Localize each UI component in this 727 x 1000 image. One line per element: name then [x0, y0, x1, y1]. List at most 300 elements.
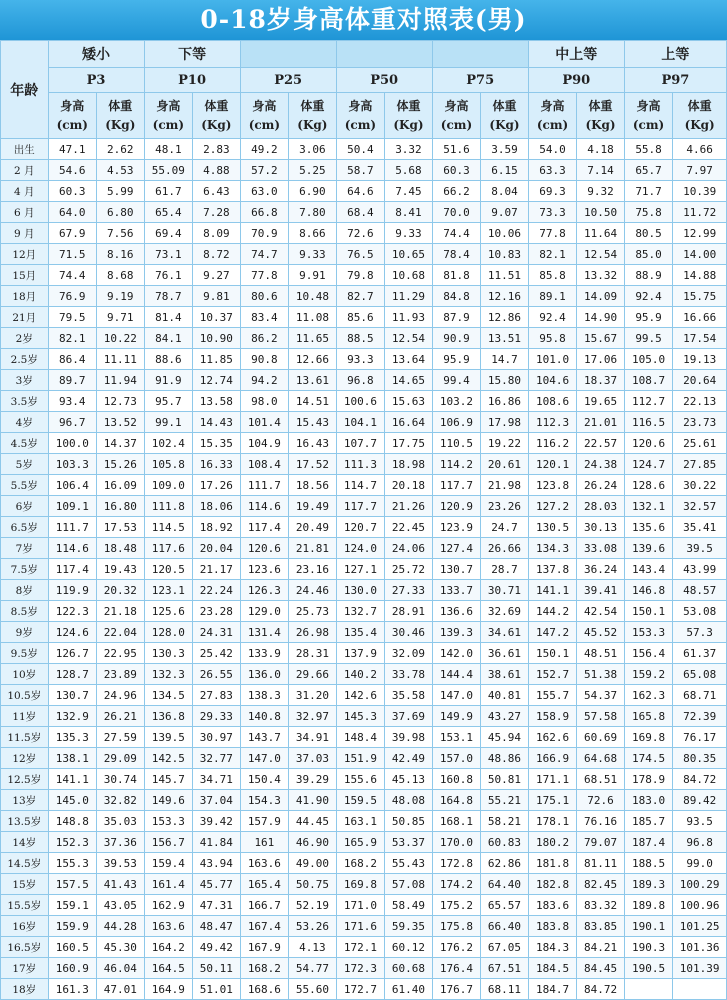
age-cell: 2.5岁 [1, 349, 49, 370]
height-cell: 111.8 [144, 496, 193, 517]
height-cell: 141.1 [48, 769, 97, 790]
weight-cell: 10.37 [193, 307, 241, 328]
weight-cell: 18.92 [193, 517, 241, 538]
weight-unit: (Kg) [201, 117, 232, 132]
height-cell: 176.4 [432, 958, 481, 979]
age-cell: 15月 [1, 265, 49, 286]
weight-cell: 26.66 [481, 538, 529, 559]
table-header [1, 41, 727, 139]
weight-cell: 49.42 [193, 937, 241, 958]
weight-cell: 9.33 [385, 223, 433, 244]
weight-cell: 50.85 [385, 811, 433, 832]
weight-cell: 14.88 [673, 265, 727, 286]
weight-cell: 32.97 [289, 706, 337, 727]
height-cell: 150.1 [624, 601, 673, 622]
height-cell: 124.6 [48, 622, 97, 643]
weight-cell: 25.61 [673, 433, 727, 454]
weight-cell: 4.18 [577, 139, 625, 160]
weight-cell: 84.21 [577, 937, 625, 958]
weight-cell: 7.14 [577, 160, 625, 181]
weight-cell: 57.58 [577, 706, 625, 727]
weight-cell: 15.75 [673, 286, 727, 307]
weight-cell: 35.03 [97, 811, 145, 832]
weight-cell: 33.78 [385, 664, 433, 685]
height-cell: 116.5 [624, 412, 673, 433]
weight-cell: 11.64 [577, 223, 625, 244]
height-cell: 96.7 [48, 412, 97, 433]
weight-cell: 4.13 [289, 937, 337, 958]
weight-cell: 6.43 [193, 181, 241, 202]
weight-cell: 58.21 [481, 811, 529, 832]
weight-unit: (Kg) [105, 117, 136, 132]
height-unit: (cm) [536, 117, 569, 132]
weight-cell: 34.61 [481, 622, 529, 643]
height-cell: 161 [240, 832, 289, 853]
height-cell: 50.4 [336, 139, 385, 160]
height-cell: 147.2 [528, 622, 577, 643]
weight-cell: 17.54 [673, 328, 727, 349]
table-row [1, 454, 727, 475]
weight-cell: 20.49 [289, 517, 337, 538]
weight-cell: 7.56 [97, 223, 145, 244]
weight-cell: 30.97 [193, 727, 241, 748]
weight-cell: 26.98 [289, 622, 337, 643]
weight-cell: 25.73 [289, 601, 337, 622]
table-row [1, 412, 727, 433]
weight-cell: 17.52 [289, 454, 337, 475]
height-cell: 92.4 [624, 286, 673, 307]
weight-cell: 16.43 [289, 433, 337, 454]
table-row [1, 307, 727, 328]
weight-cell: 14.90 [577, 307, 625, 328]
height-cell: 126.3 [240, 580, 289, 601]
height-cell: 95.9 [432, 349, 481, 370]
weight-cell: 10.68 [385, 265, 433, 286]
weight-cell: 61.37 [673, 643, 727, 664]
weight-cell: 21.81 [289, 538, 337, 559]
weight-cell: 15.80 [481, 370, 529, 391]
height-cell: 95.8 [528, 328, 577, 349]
age-cell: 9 月 [1, 223, 49, 244]
height-cell: 130.5 [528, 517, 577, 538]
age-cell: 5.5岁 [1, 475, 49, 496]
height-cell: 111.7 [48, 517, 97, 538]
height-cell: 104.6 [528, 370, 577, 391]
weight-cell: 16.66 [673, 307, 727, 328]
weight-cell: 18.48 [97, 538, 145, 559]
table-row [1, 685, 727, 706]
weight-cell: 96.8 [673, 832, 727, 853]
height-cell: 160.8 [432, 769, 481, 790]
height-cell: 148.4 [336, 727, 385, 748]
weight-cell: 9.32 [577, 181, 625, 202]
height-cell: 172.7 [336, 979, 385, 1000]
weight-cell: 7.28 [193, 202, 241, 223]
weight-cell: 19.49 [289, 496, 337, 517]
height-cell: 107.7 [336, 433, 385, 454]
height-cell: 103.3 [48, 454, 97, 475]
height-cell: 117.7 [336, 496, 385, 517]
weight-cell: 5.25 [289, 160, 337, 181]
weight-cell: 13.64 [385, 349, 433, 370]
age-cell: 15岁 [1, 874, 49, 895]
height-cell: 69.4 [144, 223, 193, 244]
weight-cell: 15.67 [577, 328, 625, 349]
age-cell: 13岁 [1, 790, 49, 811]
weight-cell: 36.24 [577, 559, 625, 580]
height-cell: 155.3 [48, 853, 97, 874]
weight-label: 体重 [204, 98, 229, 113]
height-cell: 94.2 [240, 370, 289, 391]
weight-cell: 81.11 [577, 853, 625, 874]
height-cell: 90.9 [432, 328, 481, 349]
weight-cell: 16.86 [481, 391, 529, 412]
height-cell: 168.6 [240, 979, 289, 1000]
weight-column-header [673, 93, 727, 139]
height-cell: 55.8 [624, 139, 673, 160]
weight-cell: 43.99 [673, 559, 727, 580]
weight-cell: 8.72 [193, 244, 241, 265]
weight-cell: 18.37 [577, 370, 625, 391]
age-cell: 7岁 [1, 538, 49, 559]
age-cell: 6.5岁 [1, 517, 49, 538]
weight-cell: 46.90 [289, 832, 337, 853]
table-row [1, 349, 727, 370]
weight-cell: 14.7 [481, 349, 529, 370]
weight-label: 体重 [687, 98, 712, 113]
weight-cell: 22.24 [193, 580, 241, 601]
height-cell: 71.5 [48, 244, 97, 265]
height-cell: 124.7 [624, 454, 673, 475]
weight-cell: 57.3 [673, 622, 727, 643]
height-cell: 187.4 [624, 832, 673, 853]
height-cell: 159.2 [624, 664, 673, 685]
height-cell: 74.7 [240, 244, 289, 265]
height-cell: 164.9 [144, 979, 193, 1000]
height-cell: 55.09 [144, 160, 193, 181]
height-cell: 143.4 [624, 559, 673, 580]
weight-cell: 23.26 [481, 496, 529, 517]
height-cell: 139.6 [624, 538, 673, 559]
height-cell: 167.4 [240, 916, 289, 937]
height-cell: 120.7 [336, 517, 385, 538]
height-cell: 93.4 [48, 391, 97, 412]
weight-cell: 48.08 [385, 790, 433, 811]
height-cell: 128.7 [48, 664, 97, 685]
height-cell: 147.0 [240, 748, 289, 769]
height-cell: 106.9 [432, 412, 481, 433]
table-row [1, 328, 727, 349]
weight-cell: 27.83 [193, 685, 241, 706]
height-cell: 154.3 [240, 790, 289, 811]
height-cell: 77.8 [528, 223, 577, 244]
height-cell: 99.1 [144, 412, 193, 433]
height-cell: 78.7 [144, 286, 193, 307]
table-row [1, 643, 727, 664]
height-cell: 170.0 [432, 832, 481, 853]
height-cell: 172.3 [336, 958, 385, 979]
height-cell: 73.3 [528, 202, 577, 223]
age-cell: 12岁 [1, 748, 49, 769]
height-cell: 100.6 [336, 391, 385, 412]
height-cell: 105.0 [624, 349, 673, 370]
weight-cell: 32.69 [481, 601, 529, 622]
weight-cell: 42.49 [385, 748, 433, 769]
height-cell: 80.5 [624, 223, 673, 244]
height-cell: 83.4 [240, 307, 289, 328]
height-cell: 76.5 [336, 244, 385, 265]
weight-cell: 39.29 [289, 769, 337, 790]
weight-cell: 30.74 [97, 769, 145, 790]
height-cell: 128.0 [144, 622, 193, 643]
age-cell: 17岁 [1, 958, 49, 979]
height-cell: 166.7 [240, 895, 289, 916]
weight-cell: 52.19 [289, 895, 337, 916]
weight-cell: 8.66 [289, 223, 337, 244]
weight-cell: 13.52 [97, 412, 145, 433]
weight-cell: 8.09 [193, 223, 241, 244]
height-unit: (cm) [56, 117, 88, 132]
height-column-header [48, 93, 97, 139]
height-cell: 157.5 [48, 874, 97, 895]
height-cell: 112.3 [528, 412, 577, 433]
height-label: 身高 [60, 98, 85, 113]
weight-column-header [385, 93, 433, 139]
page-title: 0-18岁身高体重对照表(男) [0, 0, 727, 40]
height-cell: 165.9 [336, 832, 385, 853]
height-cell: 159.1 [48, 895, 97, 916]
height-cell: 168.2 [240, 958, 289, 979]
weight-cell: 22.04 [97, 622, 145, 643]
weight-cell: 3.59 [481, 139, 529, 160]
height-cell: 117.7 [432, 475, 481, 496]
weight-cell: 8.04 [481, 181, 529, 202]
age-cell: 18月 [1, 286, 49, 307]
weight-cell: 45.13 [385, 769, 433, 790]
height-cell: 145.0 [48, 790, 97, 811]
table-row [1, 832, 727, 853]
height-cell: 90.8 [240, 349, 289, 370]
weight-cell: 37.04 [193, 790, 241, 811]
height-cell: 132.7 [336, 601, 385, 622]
weight-cell: 32.57 [673, 496, 727, 517]
weight-cell: 4.66 [673, 139, 727, 160]
weight-label: 体重 [108, 98, 133, 113]
height-cell: 148.8 [48, 811, 97, 832]
weight-cell: 12.54 [577, 244, 625, 265]
table-row [1, 475, 727, 496]
weight-cell: 21.01 [577, 412, 625, 433]
weight-cell: 41.84 [193, 832, 241, 853]
height-cell: 123.8 [528, 475, 577, 496]
weight-cell: 45.52 [577, 622, 625, 643]
weight-cell: 39.98 [385, 727, 433, 748]
weight-cell: 33.08 [577, 538, 625, 559]
weight-cell: 16.09 [97, 475, 145, 496]
height-cell: 120.9 [432, 496, 481, 517]
age-cell: 10岁 [1, 664, 49, 685]
weight-cell: 28.91 [385, 601, 433, 622]
weight-cell: 12.66 [289, 349, 337, 370]
weight-cell: 37.69 [385, 706, 433, 727]
height-cell: 133.9 [240, 643, 289, 664]
weight-cell: 53.08 [673, 601, 727, 622]
table-row [1, 874, 727, 895]
weight-cell: 42.54 [577, 601, 625, 622]
table-row [1, 181, 727, 202]
height-cell: 159.9 [48, 916, 97, 937]
height-cell: 49.2 [240, 139, 289, 160]
weight-cell: 51.38 [577, 664, 625, 685]
percentile-header: P97 [624, 68, 726, 93]
weight-cell: 93.5 [673, 811, 727, 832]
height-cell: 77.8 [240, 265, 289, 286]
age-cell: 8.5岁 [1, 601, 49, 622]
height-cell: 172.1 [336, 937, 385, 958]
height-cell: 142.6 [336, 685, 385, 706]
weight-cell: 32.77 [193, 748, 241, 769]
weight-cell: 21.18 [97, 601, 145, 622]
height-cell: 161.3 [48, 979, 97, 1000]
weight-cell: 21.98 [481, 475, 529, 496]
height-cell: 112.7 [624, 391, 673, 412]
age-cell: 出生 [1, 139, 49, 160]
group-header: 中上等 [528, 41, 624, 68]
weight-cell: 17.98 [481, 412, 529, 433]
weight-cell: 37.36 [97, 832, 145, 853]
height-cell: 160.5 [48, 937, 97, 958]
table-row [1, 979, 727, 1000]
weight-cell: 12.54 [385, 328, 433, 349]
weight-cell: 22.57 [577, 433, 625, 454]
weight-cell: 38.61 [481, 664, 529, 685]
table-row [1, 937, 727, 958]
height-column-header [144, 93, 193, 139]
weight-cell: 18.06 [193, 496, 241, 517]
table-row [1, 139, 727, 160]
height-cell: 127.2 [528, 496, 577, 517]
weight-cell: 55.43 [385, 853, 433, 874]
weight-cell: 8.16 [97, 244, 145, 265]
weight-cell: 36.61 [481, 643, 529, 664]
weight-cell: 14.65 [385, 370, 433, 391]
percentile-header: P10 [144, 68, 240, 93]
weight-cell: 24.31 [193, 622, 241, 643]
height-cell: 135.4 [336, 622, 385, 643]
weight-cell: 3.06 [289, 139, 337, 160]
height-cell: 136.8 [144, 706, 193, 727]
height-cell: 127.1 [336, 559, 385, 580]
weight-cell: 35.41 [673, 517, 727, 538]
percentile-header: P75 [432, 68, 528, 93]
height-cell: 136.6 [432, 601, 481, 622]
weight-cell: 37.03 [289, 748, 337, 769]
weight-cell: 27.85 [673, 454, 727, 475]
weight-cell: 54.77 [289, 958, 337, 979]
height-cell: 132.9 [48, 706, 97, 727]
weight-cell: 14.00 [673, 244, 727, 265]
weight-cell: 24.38 [577, 454, 625, 475]
weight-cell: 18.56 [289, 475, 337, 496]
weight-cell: 2.83 [193, 139, 241, 160]
weight-cell: 43.27 [481, 706, 529, 727]
height-cell: 60.3 [432, 160, 481, 181]
table-row [1, 622, 727, 643]
height-cell: 156.7 [144, 832, 193, 853]
height-cell: 71.7 [624, 181, 673, 202]
height-unit: (cm) [152, 117, 184, 132]
weight-cell: 55.60 [289, 979, 337, 1000]
age-cell: 8岁 [1, 580, 49, 601]
weight-cell: 12.86 [481, 307, 529, 328]
height-cell: 88.9 [624, 265, 673, 286]
weight-cell: 68.11 [481, 979, 529, 1000]
weight-cell: 46.04 [97, 958, 145, 979]
weight-cell: 48.86 [481, 748, 529, 769]
height-cell: 156.4 [624, 643, 673, 664]
height-cell: 165.4 [240, 874, 289, 895]
table-row [1, 496, 727, 517]
weight-cell: 19.22 [481, 433, 529, 454]
weight-cell: 8.41 [385, 202, 433, 223]
height-cell: 190.5 [624, 958, 673, 979]
weight-cell: 44.45 [289, 811, 337, 832]
height-cell: 171.0 [336, 895, 385, 916]
weight-cell: 22.45 [385, 517, 433, 538]
weight-cell: 39.42 [193, 811, 241, 832]
weight-cell: 31.20 [289, 685, 337, 706]
height-cell: 159.5 [336, 790, 385, 811]
height-cell: 135.6 [624, 517, 673, 538]
table-body [1, 139, 727, 1000]
weight-cell: 50.75 [289, 874, 337, 895]
age-header: 年龄 [1, 41, 49, 139]
weight-cell: 82.45 [577, 874, 625, 895]
height-cell: 101.4 [240, 412, 289, 433]
age-cell: 11.5岁 [1, 727, 49, 748]
height-cell: 74.4 [48, 265, 97, 286]
height-cell: 66.8 [240, 202, 289, 223]
table-row [1, 727, 727, 748]
group-header [336, 41, 432, 68]
table-row [1, 370, 727, 391]
weight-cell: 64.68 [577, 748, 625, 769]
height-label: 身高 [156, 98, 181, 113]
weight-cell: 48.47 [193, 916, 241, 937]
weight-cell: 47.31 [193, 895, 241, 916]
height-cell: 63.3 [528, 160, 577, 181]
height-cell: 88.5 [336, 328, 385, 349]
weight-cell: 16.64 [385, 412, 433, 433]
weight-cell: 20.04 [193, 538, 241, 559]
height-cell: 181.8 [528, 853, 577, 874]
height-cell: 140.2 [336, 664, 385, 685]
height-cell: 93.3 [336, 349, 385, 370]
height-cell: 123.9 [432, 517, 481, 538]
weight-cell: 11.94 [97, 370, 145, 391]
weight-cell: 26.21 [97, 706, 145, 727]
weight-cell: 27.33 [385, 580, 433, 601]
weight-unit: (Kg) [585, 117, 616, 132]
height-cell: 130.3 [144, 643, 193, 664]
height-label: 身高 [252, 98, 277, 113]
weight-cell: 10.83 [481, 244, 529, 265]
weight-cell: 16.33 [193, 454, 241, 475]
weight-cell: 19.13 [673, 349, 727, 370]
weight-cell: 11.51 [481, 265, 529, 286]
height-cell: 72.6 [336, 223, 385, 244]
height-cell: 120.6 [624, 433, 673, 454]
